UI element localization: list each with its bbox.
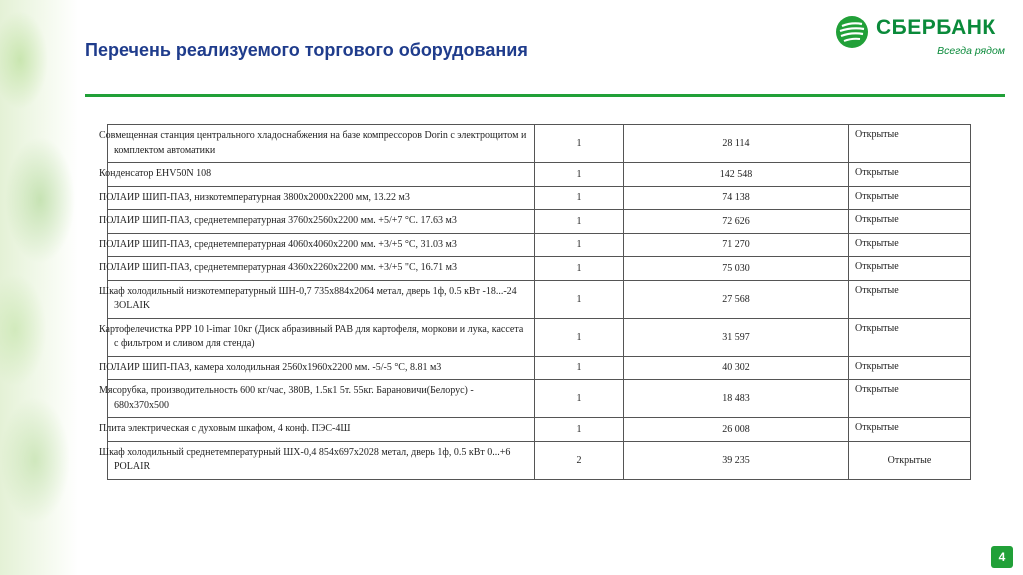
item-quantity: 1 — [535, 380, 624, 418]
item-name: Картофелечистка PPP 10 l-imar 10кг (Диск абразивный РАВ для картофеля, моркови и лука, кассета с фильтром и сливом для стенда) — [108, 318, 535, 356]
item-quantity: 1 — [535, 163, 624, 187]
item-price: 28 114 — [624, 125, 849, 163]
item-status: Открытые — [849, 163, 971, 187]
page-number-badge: 4 — [991, 546, 1013, 568]
item-price: 75 030 — [624, 257, 849, 281]
item-status: Открытые — [849, 441, 971, 479]
item-status: Открытые — [849, 280, 971, 318]
item-price: 142 548 — [624, 163, 849, 187]
item-quantity: 1 — [535, 125, 624, 163]
item-name: ПОЛАИР ШИП-ПАЗ, низкотемпературная 3800х2000х2200 мм, 13.22 м3 — [108, 186, 535, 210]
item-name: Шкаф холодильный низкотемпературный ШН-0,7 735х884х2064 метал, дверь 1ф, 0.5 кВт -18...-24 3OLAIK — [108, 280, 535, 318]
item-price: 74 138 — [624, 186, 849, 210]
item-quantity: 1 — [535, 318, 624, 356]
item-quantity: 1 — [535, 186, 624, 210]
item-name: Мясорубка, производительность 600 кг/час, 380В, 1.5к1 5т. 55кг. Барановичи(Белорус) - 680х370х500 — [108, 380, 535, 418]
item-name: ПОЛАИР ШИП-ПАЗ, камера холодильная 2560х1960х2200 мм. -5/-5 °С, 8.81 м3 — [108, 356, 535, 380]
item-quantity: 1 — [535, 356, 624, 380]
item-status: Открытые — [849, 210, 971, 234]
leaf-background — [0, 0, 78, 575]
item-name: Шкаф холодильный среднетемпературный ШХ-0,4 854х697х2028 метал, дверь 1ф, 0.5 кВт 0...+6 POLAIR — [108, 441, 535, 479]
item-name: ПОЛАИР ШИП-ПАЗ, среднетемпературная 3760х2560х2200 мм. +5/+7 °С. 17.63 м3 — [108, 210, 535, 234]
item-quantity: 1 — [535, 257, 624, 281]
table-row — [108, 418, 971, 442]
table-row — [108, 380, 971, 418]
item-status: Открытые — [849, 233, 971, 257]
item-status: Открытые — [849, 125, 971, 163]
equipment-table — [99, 124, 971, 480]
table-row — [108, 233, 971, 257]
item-status: Открытые — [849, 356, 971, 380]
header-divider — [85, 94, 1005, 97]
item-name: ПОЛАИР ШИП-ПАЗ, среднетемпературная 4360х2260х2200 мм. +3/+5 "С, 16.71 м3 — [108, 257, 535, 281]
sberbank-logo-icon — [834, 14, 870, 50]
item-status: Открытые — [849, 257, 971, 281]
item-price: 18 483 — [624, 380, 849, 418]
table-row — [108, 280, 971, 318]
table-row — [108, 441, 971, 479]
item-price: 31 597 — [624, 318, 849, 356]
table-row — [108, 318, 971, 356]
logo-slogan: Всегда рядом — [937, 45, 1005, 57]
table-row — [108, 257, 971, 281]
item-status: Открытые — [849, 418, 971, 442]
table-row — [108, 356, 971, 380]
item-name: Совмещенная станция центрального хладоснабжения на базе компрессоров Dorin с электрощитом и комплектом автоматики — [108, 125, 535, 163]
item-price: 27 568 — [624, 280, 849, 318]
item-quantity: 1 — [535, 418, 624, 442]
table-row — [108, 210, 971, 234]
item-name: Плита электрическая с духовым шкафом, 4 конф. ПЭС-4Ш — [108, 418, 535, 442]
item-price: 72 626 — [624, 210, 849, 234]
item-quantity: 1 — [535, 233, 624, 257]
item-name: Конденсатор EHV50N 108 — [108, 163, 535, 187]
table-row — [108, 186, 971, 210]
sberbank-logo — [832, 14, 1007, 64]
table-row — [108, 125, 971, 163]
page-title: Перечень реализуемого торгового оборудования — [85, 40, 528, 60]
item-name: ПОЛАИР ШИП-ПАЗ, среднетемпературная 4060х4060х2200 мм. +3/+5 °С, 31.03 м3 — [108, 233, 535, 257]
item-status: Открытые — [849, 186, 971, 210]
item-price: 39 235 — [624, 441, 849, 479]
item-quantity: 2 — [535, 441, 624, 479]
item-status: Открытые — [849, 380, 971, 418]
item-quantity: 1 — [535, 210, 624, 234]
table-row — [108, 163, 971, 187]
logo-name: СБЕРБАНК — [876, 16, 996, 39]
item-price: 71 270 — [624, 233, 849, 257]
item-price: 26 008 — [624, 418, 849, 442]
item-quantity: 1 — [535, 280, 624, 318]
item-status: Открытые — [849, 318, 971, 356]
item-price: 40 302 — [624, 356, 849, 380]
